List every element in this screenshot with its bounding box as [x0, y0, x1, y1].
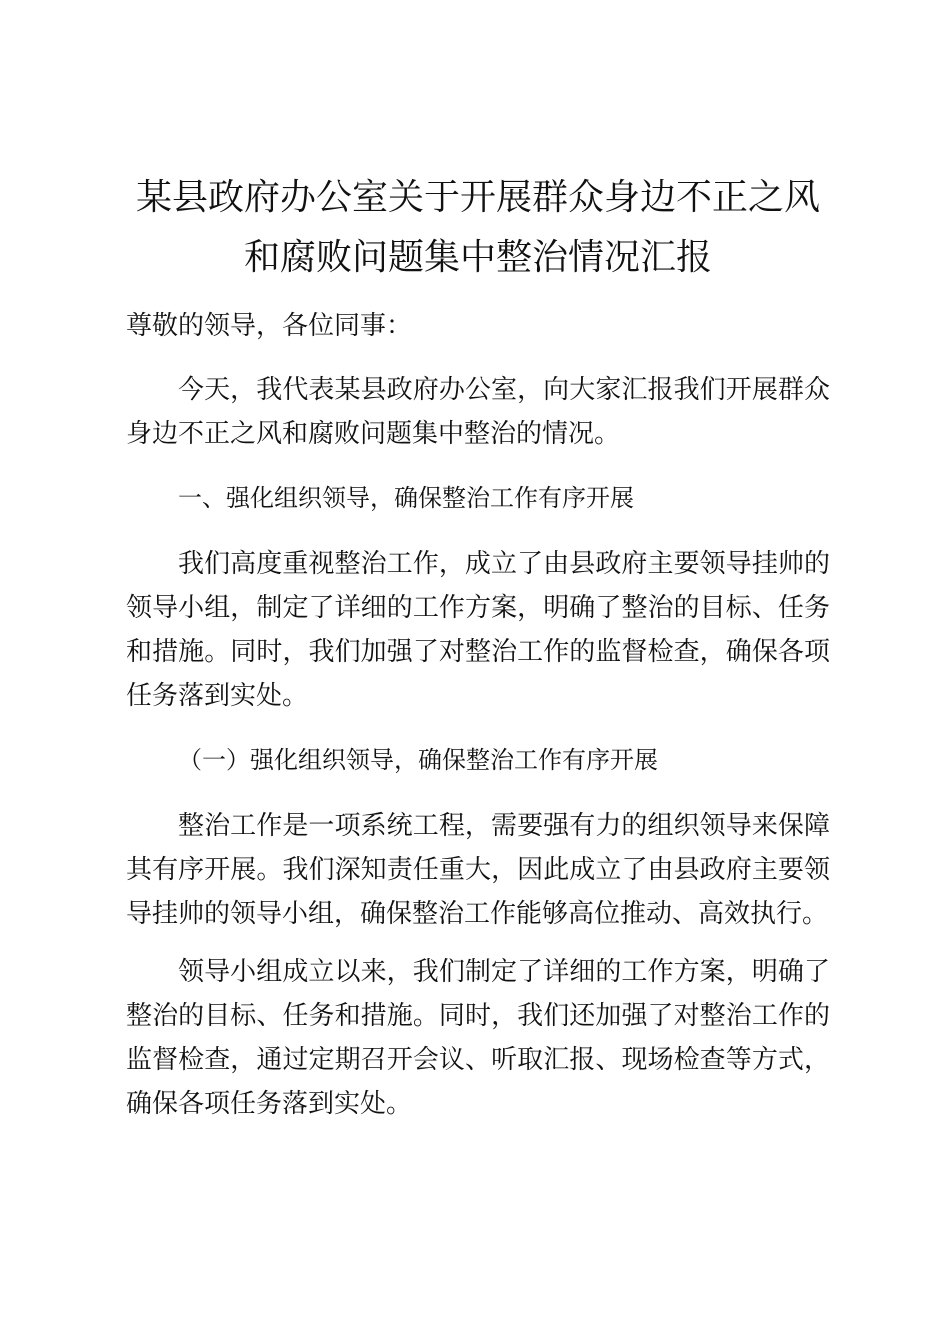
- salutation: 尊敬的领导，各位同事：: [126, 311, 413, 341]
- subsection-heading: （一）强化组织领导，确保整治工作有序开展: [178, 746, 658, 774]
- document-title: 某县政府办公室关于开展群众身边不正之风和腐败问题集中整治情况汇报: [135, 177, 820, 278]
- section-paragraph: 我们高度重视整治工作，成立了由县政府主要领导挂帅的领导小组，制定了详细的工作方案，明确了整治的目标、任务和措施。同时，我们加强了对整治工作的监督检查，确保各项任务落到实处。: [126, 549, 830, 711]
- section-heading: 一、强化组织领导，确保整治工作有序开展: [178, 484, 634, 512]
- subsection-paragraph-2: 领导小组成立以来，我们制定了详细的工作方案，明确了整治的目标、任务和措施。同时，我们还加强了对整治工作的监督检查，通过定期召开会议、听取汇报、现场检查等方式，确保各项任务落到实处。: [126, 957, 830, 1119]
- subsection-paragraph-1: 整治工作是一项系统工程，需要强有力的组织领导来保障其有序开展。我们深知责任重大，因此成立了由县政府主要领导挂帅的领导小组，确保整治工作能够高位推动、高效执行。: [126, 811, 830, 929]
- document-body: [126, 168, 830, 1126]
- intro-paragraph: 今天，我代表某县政府办公室，向大家汇报我们开展群众身边不正之风和腐败问题集中整治的情况。: [126, 375, 830, 449]
